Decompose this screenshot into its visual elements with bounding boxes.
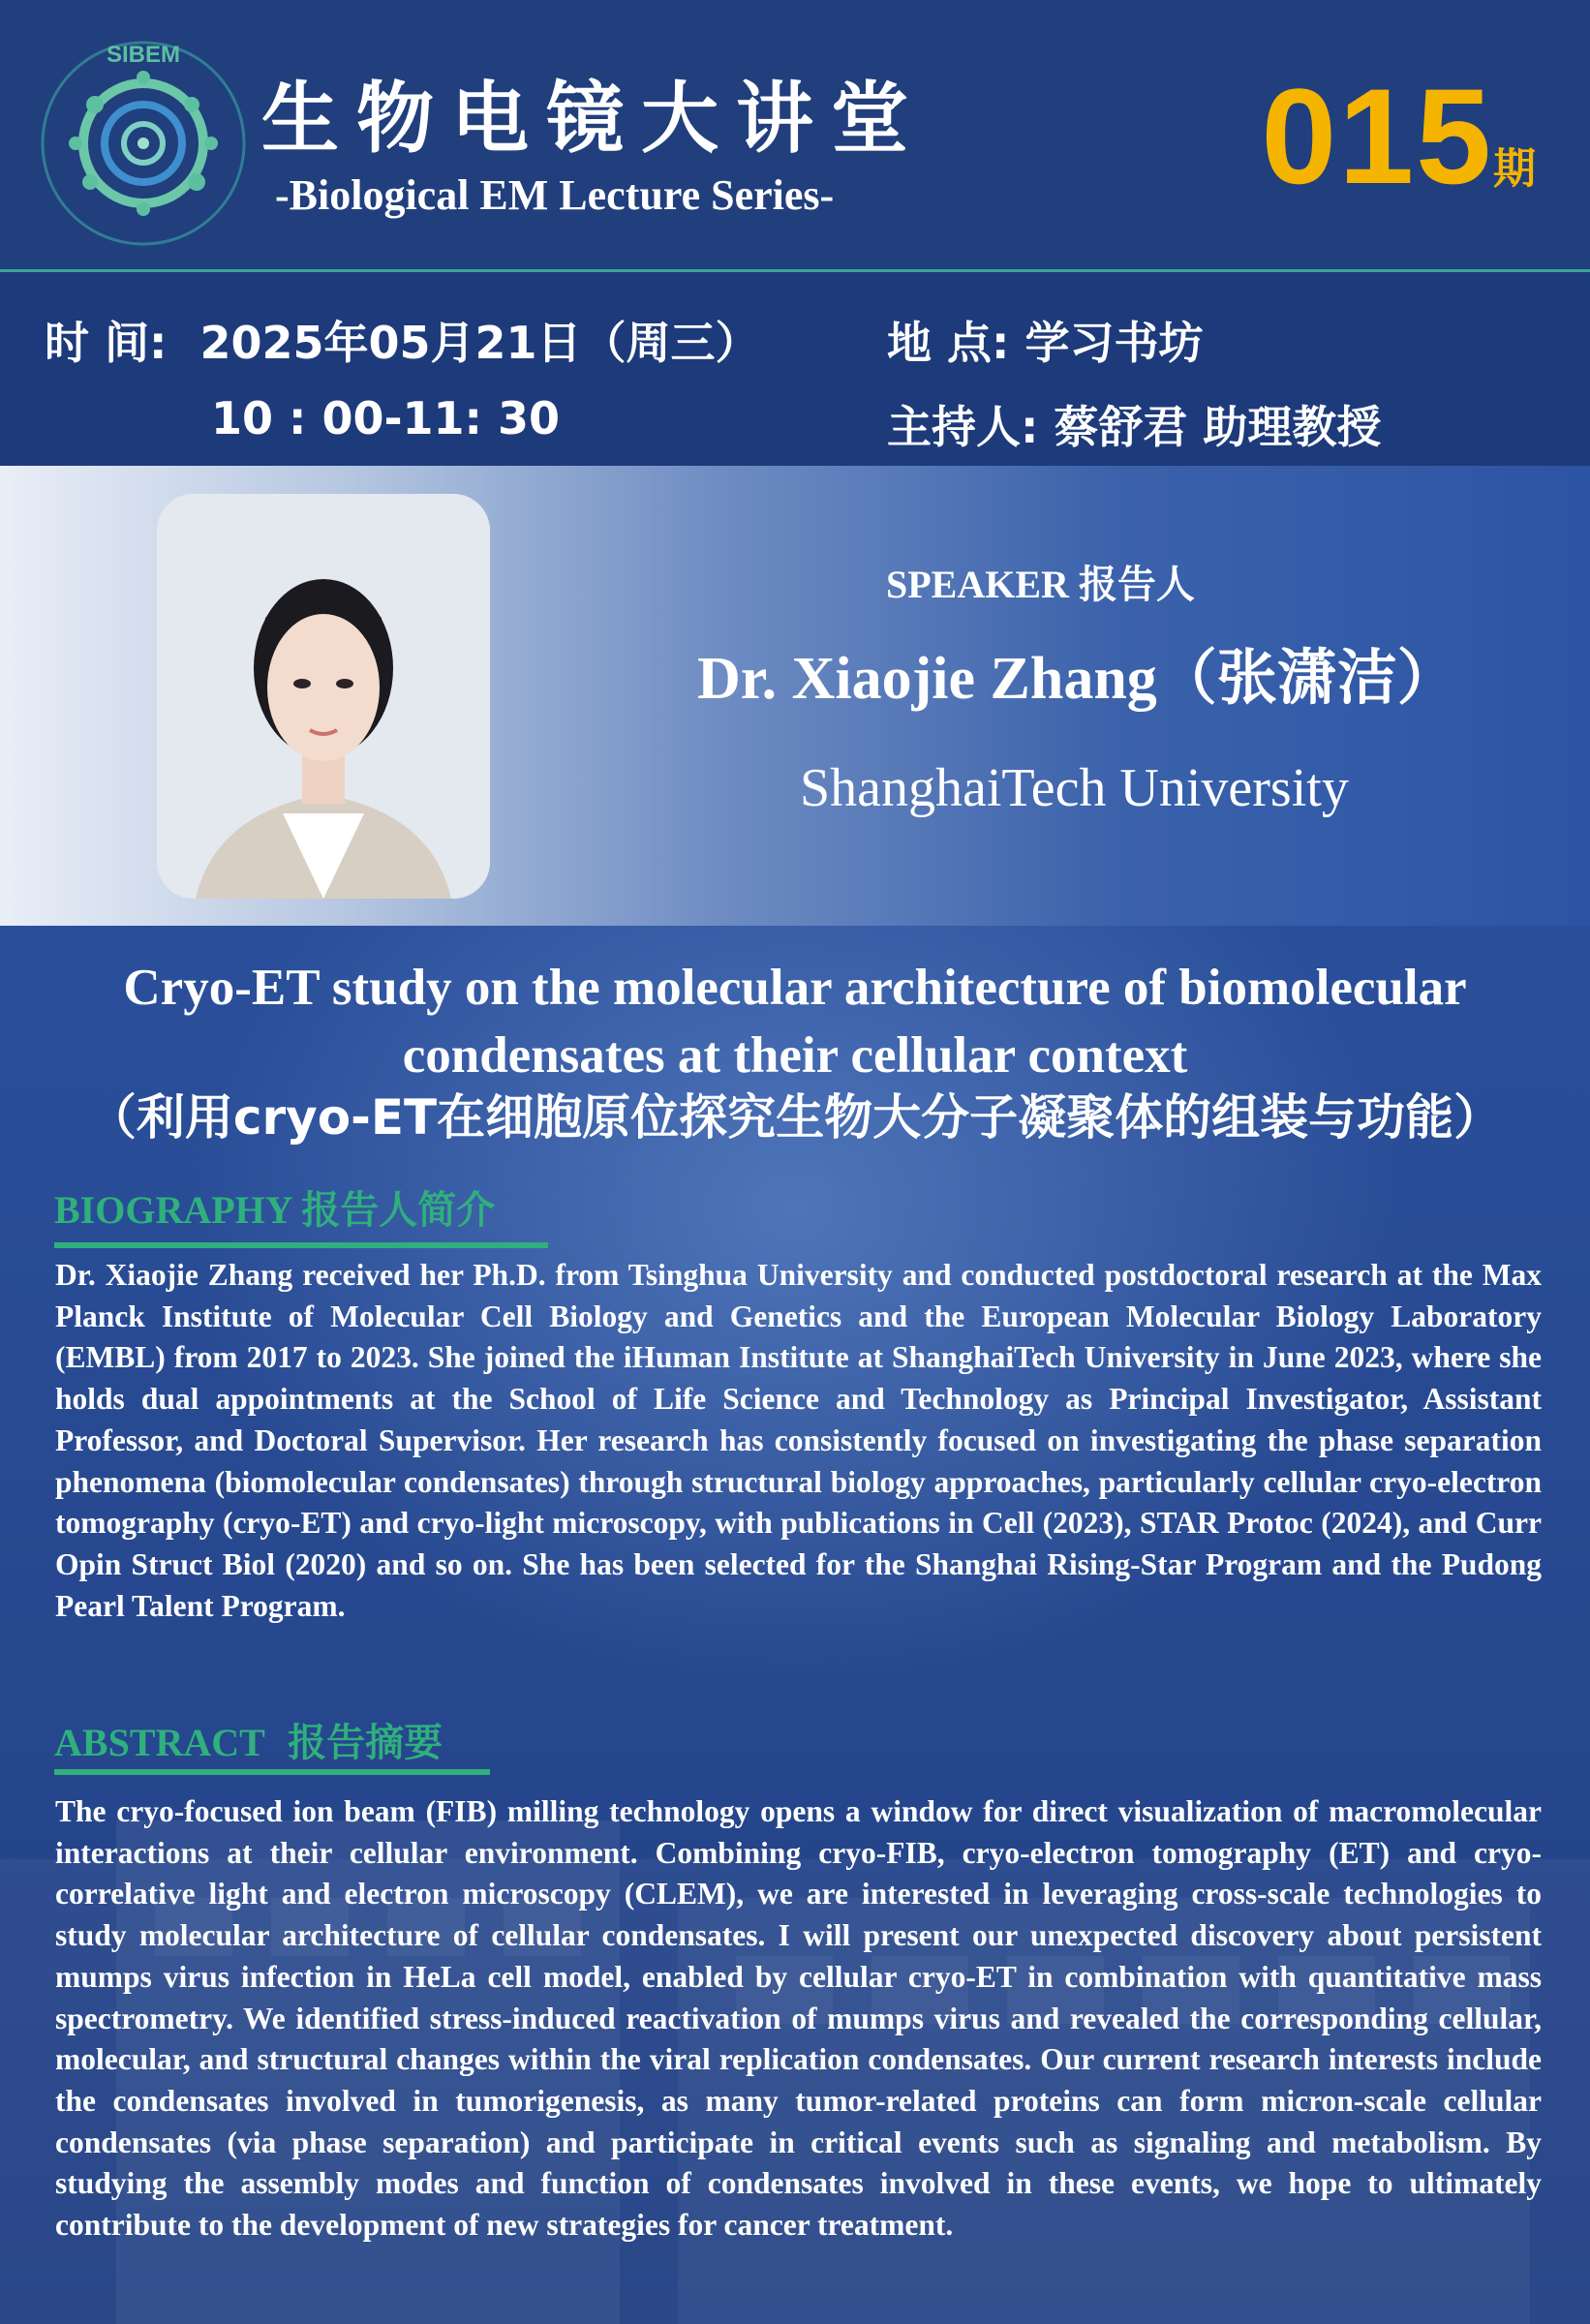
talk-title-en-line1: Cryo-ET study on the molecular architecture of biomolecular (123, 960, 1467, 1016)
talk-title-cn: （利用cryo-ET在细胞原位探究生物大分子凝聚体的组装与功能） (87, 1089, 1503, 1146)
biography-underline (54, 1242, 548, 1248)
issue-suffix: 期 (1493, 145, 1536, 193)
sibem-logo (37, 37, 250, 250)
abstract-heading (54, 1712, 443, 1767)
host-row (887, 392, 1381, 456)
place-label: 地 点: (887, 317, 1010, 369)
abstract-heading-cn: 报告摘要 (288, 1721, 443, 1765)
svg-text:SIBEM: SIBEM (106, 42, 181, 68)
abstract-heading-en: ABSTRACT (54, 1721, 265, 1764)
event-place: 学习书坊 (1024, 317, 1204, 369)
event-date: 2025年05月21日（周三） (199, 317, 760, 369)
place-row (887, 308, 1203, 372)
speaker-label: SPEAKER 报告人 (886, 563, 1195, 606)
event-time: 10 : 00-11: 30 (211, 392, 560, 444)
time-label: 时 间: (45, 317, 168, 369)
event-host: 蔡舒君 助理教授 (1054, 401, 1382, 453)
abstract-text: The cryo-focused ion beam (FIB) milling technology opens a window for direct visualization of macromolecular interactions at their cellular environment. Combining cryo-FIB, cryo-electron tomography (ET) and cryo-correlative light and electron microscopy (CLEM), we are interested in leveraging cross-scale technologies to study molecular architecture of cellular condensates. I will present our unexpected discovery about persistent mumps virus infection in HeLa cell model, enabled by cellular cryo-ET in combination with quantitative mass spectrometry. We identified stress-induced reactivation of mumps virus and revealed the corresponding cellular, molecular, and structural changes within the viral replication condensates. Our current research interests include the condensates involved in tumorigenesis, as many tumor-related proteins can form micron-scale cellular condensates (via phase separation) and participate in critical events such as signaling and metabolism. By studying the assembly modes and function of condensates involved in these events, we hope to ultimately contribute to the development of new strategies for cancer treatment. (55, 1794, 1542, 2243)
biography-heading-en: BIOGRAPHY (54, 1188, 292, 1232)
biography-heading (54, 1179, 495, 1235)
speaker-affiliation: ShanghaiTech University (800, 758, 1349, 818)
speaker-name: Dr. Xiaojie Zhang（张潇洁） (697, 646, 1457, 712)
biography-text: Dr. Xiaojie Zhang received her Ph.D. from Tsinghua University and conducted postdoctoral research at the Max Planck Institute of Molecular Cell Biology and Genetics and the European Molecular Biology Laboratory (EMBL) from 2017 to 2023. She joined the iHuman Institute at ShanghaiTech University in June 2023, where she holds dual appointments at the School of Life Science and Technology as Principal Investigator, Assistant Professor, and Doctoral Supervisor. Her research has consistently focused on investigating the phase separation phenomena (biomolecular condensates) through structural biology approaches, particularly cellular cryo-electron tomography (cryo-ET) and cryo-light microscopy, with publications in Cell (2023), STAR Protoc (2024), and Curr Opin Struct Biol (2020) and so on. She has been selected for the Shanghai Rising-Star Program and the Pudong Pearl Talent Program. (55, 1258, 1542, 1623)
biography-heading-cn: 报告人简介 (301, 1188, 496, 1233)
issue-number-value: 015 (1261, 60, 1493, 212)
time-row (45, 308, 760, 372)
speaker-photo (157, 494, 490, 899)
lecture-series-title-en: -Biological EM Lecture Series- (275, 171, 835, 219)
talk-title-en-line2: condensates at their cellular context (402, 1027, 1188, 1084)
abstract-underline (54, 1769, 490, 1775)
talk-title (0, 954, 1590, 1149)
host-label: 主持人: (887, 401, 1039, 453)
lecture-series-title-cn: 生物电镜大讲堂 (261, 74, 926, 164)
issue-number (1261, 58, 1536, 215)
